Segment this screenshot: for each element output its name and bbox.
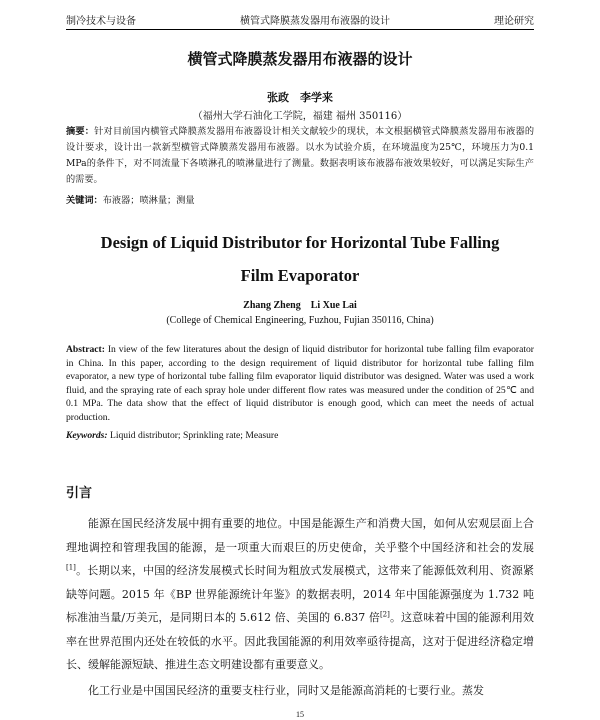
chinese-abstract-label: 摘要： [66,126,95,137]
header-article-title: 横管式降膜蒸发器用布液器的设计 [240,15,390,27]
english-keywords [66,430,534,441]
header-category: 理论研究 [494,15,534,27]
english-affiliation: (College of Chemical Engineering, Fuzhou, Fujian 350116, China) [166,315,434,326]
paragraph-text: 。这意味着中国的能源利用效率在世界范围内还处在较低的水平。因此我国能源的利用效率亟待提高，这对于促进经济稳定增长、缓解能源短缺、推进生态文明建设都有重要意义。 [66,611,534,671]
chinese-keywords-text: 布液器；喷淋量；测量 [102,195,195,206]
english-abstract-label: Abstract: [66,344,105,355]
english-title [0,226,600,292]
chinese-authors: 张政 李学来 [267,91,333,104]
english-keywords-label: Keywords: [66,430,108,441]
header-journal-section: 制冷技术与设备 [66,15,136,27]
section-heading-introduction: 引言 [66,486,93,501]
chinese-abstract-text: 针对目前国内横管式降膜蒸发器用布液器设计相关文献较少的现状，本文根据横管式降膜蒸发器用布液器的设计要求，设计出一款新型横管式降膜蒸发器用布液器。以水为试验介质，在环境温度为25℃，环境压力为0.1 MPa的条件下，对不同流量下各喷淋孔的喷淋量进行了测量。数据表明该布液器布液效果较好，可以满足实际生产的需要。 [66,126,535,185]
paragraph-text: 能源在国民经济发展中拥有重要的地位。中国是能源生产和消费大国，如何从宏观层面上合理地调控和管理我国的能源，是一项重大而艰巨的历史使命，关乎整个中国经济和社会的发展 [66,517,534,554]
introduction-body [66,512,534,704]
english-title-line-2: Film Evaporator [240,266,360,285]
english-title-line-1: Design of Liquid Distributor for Horizontal Tube Falling [100,233,500,252]
english-abstract-text: In view of the few literatures about the design of liquid distributor for horizontal tube falling film evaporator in China. In this paper, according to the design requirement of liquid distributor for horizontal tube falling film evaporator, a new type of horizontal tube falling film evaporator liquid distributor was designed. Water was used a work fluid, and the spraying rate of each spray hole under different flow rates was measured under the condition of 25℃ and 0.1 MPa. The data show that the effect of liquid distributor is enough good, which can meet the needs of actual production. [66,344,534,423]
citation-ref: [1] [66,563,76,572]
paragraph: 化工行业是中国国民经济的重要支柱行业，同时又是能源高消耗的七要行业。蒸发 [88,683,484,697]
header-rule [66,29,534,30]
chinese-title: 横管式降膜蒸发器用布液器的设计 [187,50,413,68]
chinese-affiliation: （福州大学石油化工学院，福建 福州 350116） [192,111,408,122]
english-authors: Zhang Zheng Li Xue Lai [243,300,357,311]
chinese-abstract [66,124,534,188]
chinese-keywords [66,192,534,206]
paragraph-text: 。长期以来，中国的经济发展模式长时间为粗放式发展模式，这带来了能源低效利用、资源紧缺等问题。2015 年《BP 世界能源统计年鉴》的数据表明，2014 年中国能源强度为 1.732 吨标准油当量/万美元，是同期日本的 5.612 倍、美国的 6.837 倍 [66,564,534,624]
paragraph [66,512,534,677]
english-abstract [66,343,534,425]
chinese-keywords-label: 关键词： [66,195,103,206]
citation-ref: [2] [379,610,390,619]
page-number: 15 [296,710,304,719]
english-keywords-text: Liquid distributor; Sprinkling rate; Measure [109,430,279,441]
running-header [66,10,534,28]
